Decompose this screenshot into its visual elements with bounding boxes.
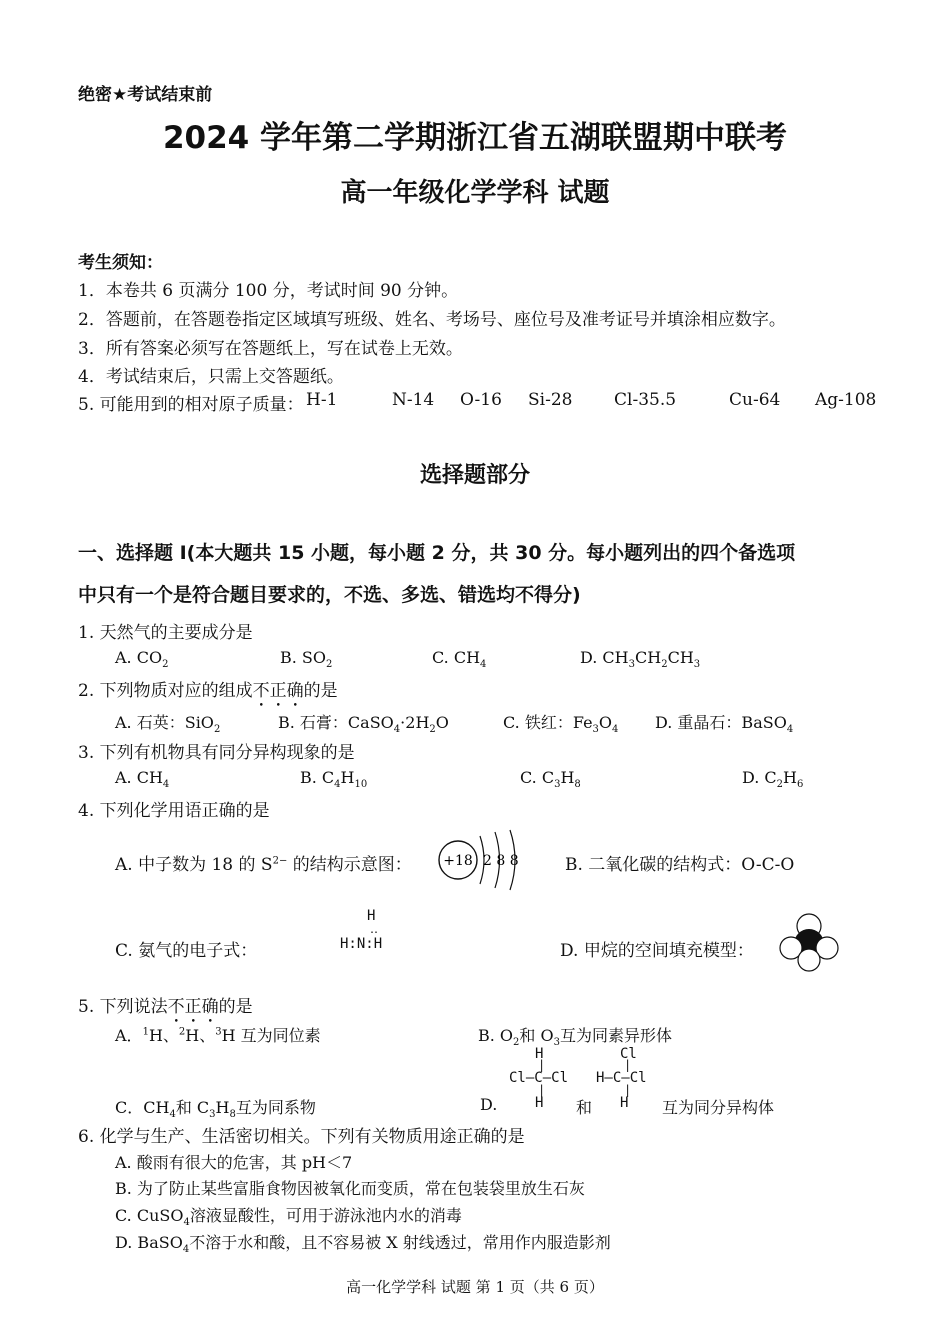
bond: | (538, 1058, 546, 1072)
dichloromethane-1-mid: Cl—C—Cl (509, 1070, 569, 1086)
notice-item: 3．所有答案必须写在答题纸上，写在试卷上无效。 (78, 339, 463, 359)
q4-option-d: D. 甲烷的空间填充模型： (560, 941, 754, 961)
mass-n: N-14 (392, 390, 435, 410)
atomic-masses-label: 5. 可能用到的相对原子质量： (78, 395, 304, 415)
notice-heading: 考生须知： (78, 253, 163, 273)
nucleus-charge: +18 (443, 853, 473, 869)
section-title: 选择题部分 (419, 463, 530, 488)
confidential-label: 绝密★考试结束前 (78, 85, 213, 105)
dichloromethane-1-bot: H (535, 1095, 544, 1111)
exam-subtitle: 高一年级化学学科 试题 (340, 178, 610, 208)
bond: | (624, 1058, 632, 1072)
part1-heading-line1: 一、选择题 I(本大题共 15 小题，每小题 2 分，共 30 分。每小题列出的四个备选项 (78, 542, 796, 564)
notice-item: 4．考试结束后，只需上交答题纸。 (78, 367, 344, 387)
atomic-masses (78, 390, 878, 415)
q1-option-d: D. $CH_3CH_2CH_3$ (580, 648, 701, 671)
bond: | (538, 1083, 546, 1097)
exam-title: 2024 学年第二学期浙江省五湖联盟期中联考 (162, 120, 788, 156)
bond: | (624, 1083, 632, 1097)
q2-option-c: C. 铁红：$Fe_3O_4$ (503, 713, 619, 736)
q2-option-b: B. 石膏：$CaSO_4\cdot 2H_2O$ (278, 713, 449, 736)
notice-item: 2．答题前，在答题卷指定区域填写班级、姓名、考场号、座位号及准考证号并填涂相应数字。 (78, 310, 786, 330)
q5-and: 和 (576, 1098, 593, 1117)
q2-option-a: A. 石英：SiO$_2$ (115, 713, 221, 736)
shell-electrons: 2 8 8 (483, 853, 519, 869)
page-footer: 高一化学学科 试题 第 1 页（共 6 页） (346, 1278, 604, 1296)
q1-option-b: B. $SO_2$ (280, 648, 333, 671)
mass-si: Si-28 (528, 390, 573, 410)
q4-option-c: C. 氨气的电子式： (115, 941, 258, 961)
sulfide-structure-diagram (436, 828, 531, 892)
q2-option-d: D. 重晶石：BaSO$_4$ (655, 713, 794, 736)
q3-option-b: B. $C_4H_{10}$ (300, 768, 368, 791)
dichloromethane-1-top: H (535, 1046, 544, 1062)
q3-option-c: C. $C_3H_8$ (520, 768, 581, 791)
q5-option-d-text: 互为同分异构体 (662, 1098, 775, 1117)
q4-option-a: A. 中子数为 18 的 $S^{2-}$ 的结构示意图： (115, 855, 412, 875)
q6-option-a: A. 酸雨有很大的危害，其 pH＜7 (115, 1153, 353, 1172)
q5-option-c: C．$CH_4$和 $C_3H_8$互为同系物 (115, 1098, 316, 1121)
q5-option-a: A．$^1$H、$^2$H、$^3$H 互为同位素 (115, 1026, 321, 1045)
q5-option-b: B. $O_2$和 $O_3$互为同素异形体 (478, 1026, 673, 1049)
q3-option-d: D. $C_2H_6$ (742, 768, 804, 791)
q6-option-c: C. CuSO$_4$溶液显酸性，可用于游泳池内水的消毒 (115, 1206, 462, 1229)
dichloromethane-2-bot: H (620, 1095, 629, 1111)
q6-option-d: D. BaSO$_4$不溶于水和酸，且不容易被 X 射线透过，常用作内服造影剂 (115, 1233, 611, 1256)
notice-item: 1．本卷共 6 页满分 100 分，考试时间 90 分钟。 (78, 281, 459, 301)
q6-option-b: B. 为了防止某些富脂食物因被氧化而变质，常在包装袋里放生石灰 (115, 1179, 585, 1198)
ammonia-h-top: H (367, 908, 376, 924)
q3-option-a: A. $CH_4$ (115, 768, 170, 791)
q1-stem: 1. 天然气的主要成分是 (78, 623, 253, 643)
q1-option-c: C. $CH_4$ (432, 648, 487, 671)
q4-stem: 4. 下列化学用语正确的是 (78, 801, 270, 821)
mass-h: H-1 (306, 390, 338, 410)
part1-heading-line2: 中只有一个是符合题目要求的，不选、多选、错选均不得分) (78, 584, 581, 606)
q5-stem: 5. 下列说法不正确的是 (78, 997, 253, 1017)
mass-cl: Cl-35.5 (614, 390, 677, 410)
mass-ag: Ag-108 (815, 390, 877, 410)
mass-cu: Cu-64 (729, 390, 781, 410)
q2-stem: 2. 下列物质对应的组成不正确的是 (78, 681, 338, 701)
methane-space-filling-model (778, 912, 840, 974)
dichloromethane-2-top: Cl (620, 1046, 637, 1062)
ammonia-electron-formula: H:N:H (340, 936, 383, 952)
q4-option-b: B. 二氧化碳的结构式：O-C-O (565, 855, 795, 875)
q6-stem: 6. 化学与生产、生活密切相关。下列有关物质用途正确的是 (78, 1127, 525, 1147)
q5-option-d: D. (480, 1095, 498, 1114)
mass-o: O-16 (460, 390, 502, 410)
q1-option-a: A. $CO_2$ (115, 648, 169, 671)
dichloromethane-2-mid: H—C—Cl (596, 1070, 647, 1086)
ammonia-lone-pair: ‥ (370, 922, 379, 936)
q3-stem: 3. 下列有机物具有同分异构现象的是 (78, 743, 355, 763)
